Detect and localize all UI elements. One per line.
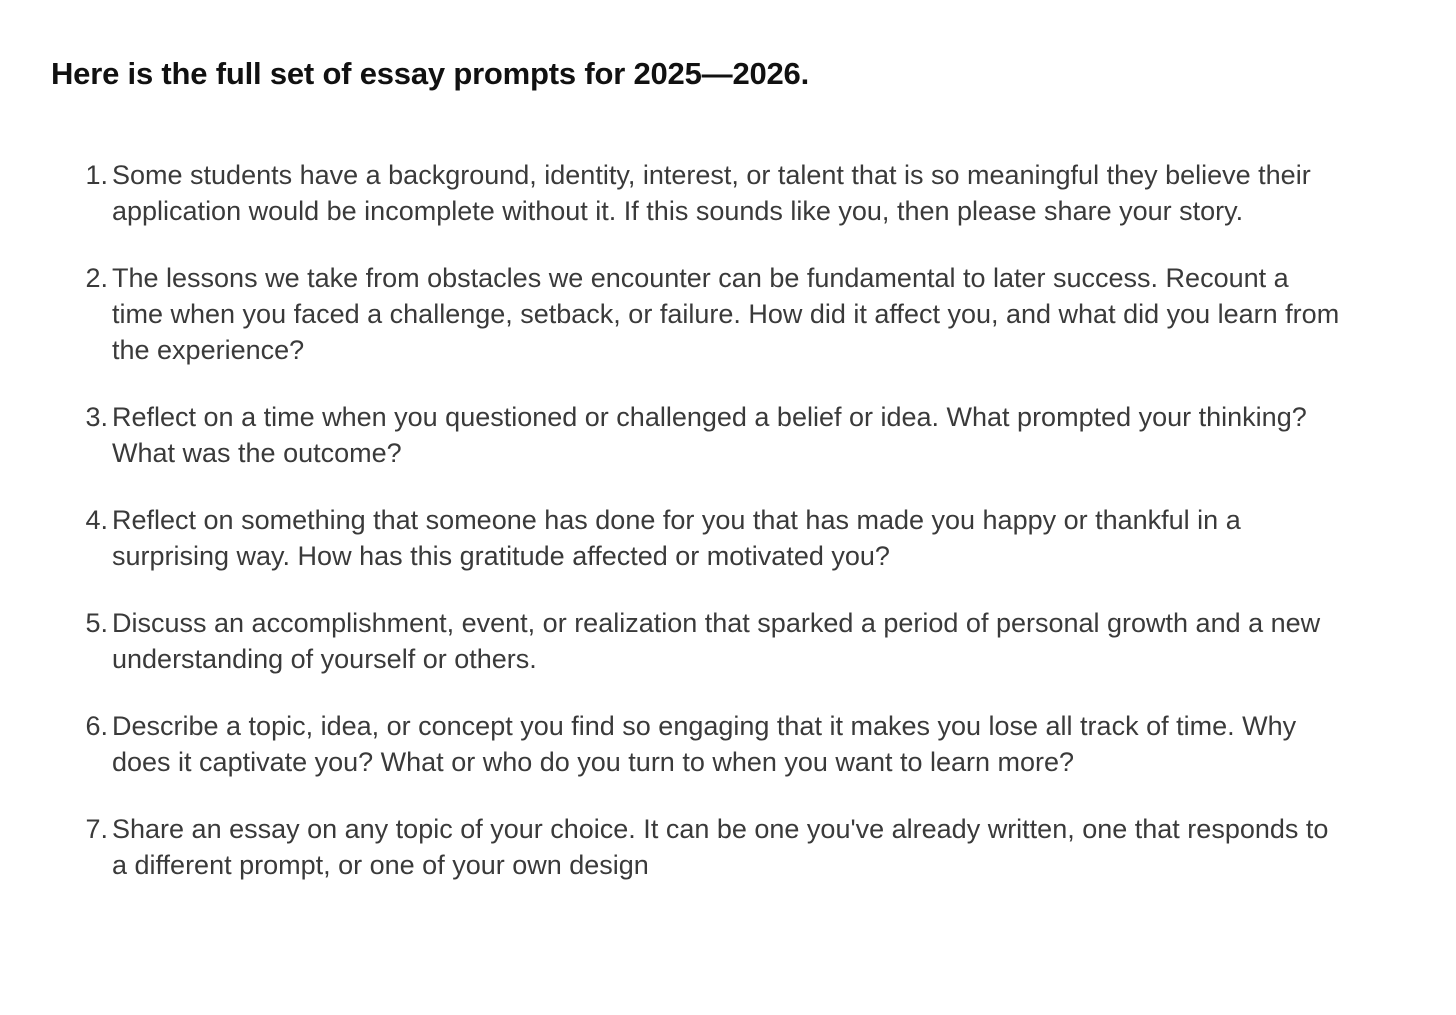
- prompt-number: 2.: [85, 263, 108, 293]
- prompt-text: Reflect on a time when you questioned or challenged a belief or idea. What prompted your thinking? What was the outcome?: [112, 402, 1307, 468]
- prompt-item-5: [0, 605, 1340, 677]
- prompt-item-7: [0, 811, 1340, 883]
- page-heading: Here is the full set of essay prompts for 2025—2026.: [51, 56, 810, 91]
- prompt-item-6: [0, 708, 1340, 780]
- prompt-text: The lessons we take from obstacles we encounter can be fundamental to later success. Recount a time when you faced a challenge, setback, or failure. How did it affect you, and what did you learn from the experience?: [112, 263, 1340, 365]
- prompt-item-2: [0, 260, 1340, 368]
- prompt-text: Share an essay on any topic of your choice. It can be one you've already written, one that responds to a different prompt, or one of your own design: [112, 814, 1329, 880]
- prompt-number: 1.: [85, 160, 108, 190]
- prompt-text: Some students have a background, identity, interest, or talent that is so meaningful they believe their application would be incomplete without it. If this sounds like you, then please share your story.: [112, 160, 1311, 226]
- prompt-text: Discuss an accomplishment, event, or realization that sparked a period of personal growth and a new understanding of yourself or others.: [112, 608, 1321, 674]
- prompt-item-3: [0, 399, 1340, 471]
- prompt-item-4: [0, 502, 1340, 574]
- prompt-text: Describe a topic, idea, or concept you find so engaging that it makes you lose all track of time. Why does it captivate you? What or who do you turn to when you want to learn more?: [112, 711, 1297, 777]
- prompt-number: 5.: [85, 608, 108, 638]
- prompt-number: 3.: [85, 402, 108, 432]
- prompt-number: 7.: [85, 814, 108, 844]
- prompt-item-1: [0, 157, 1340, 229]
- essay-prompt-list: [0, 157, 1340, 914]
- prompt-number: 6.: [85, 711, 108, 741]
- prompt-number: 4.: [85, 505, 108, 535]
- prompt-text: Reflect on something that someone has done for you that has made you happy or thankful in a surprising way. How has this gratitude affected or motivated you?: [112, 505, 1241, 571]
